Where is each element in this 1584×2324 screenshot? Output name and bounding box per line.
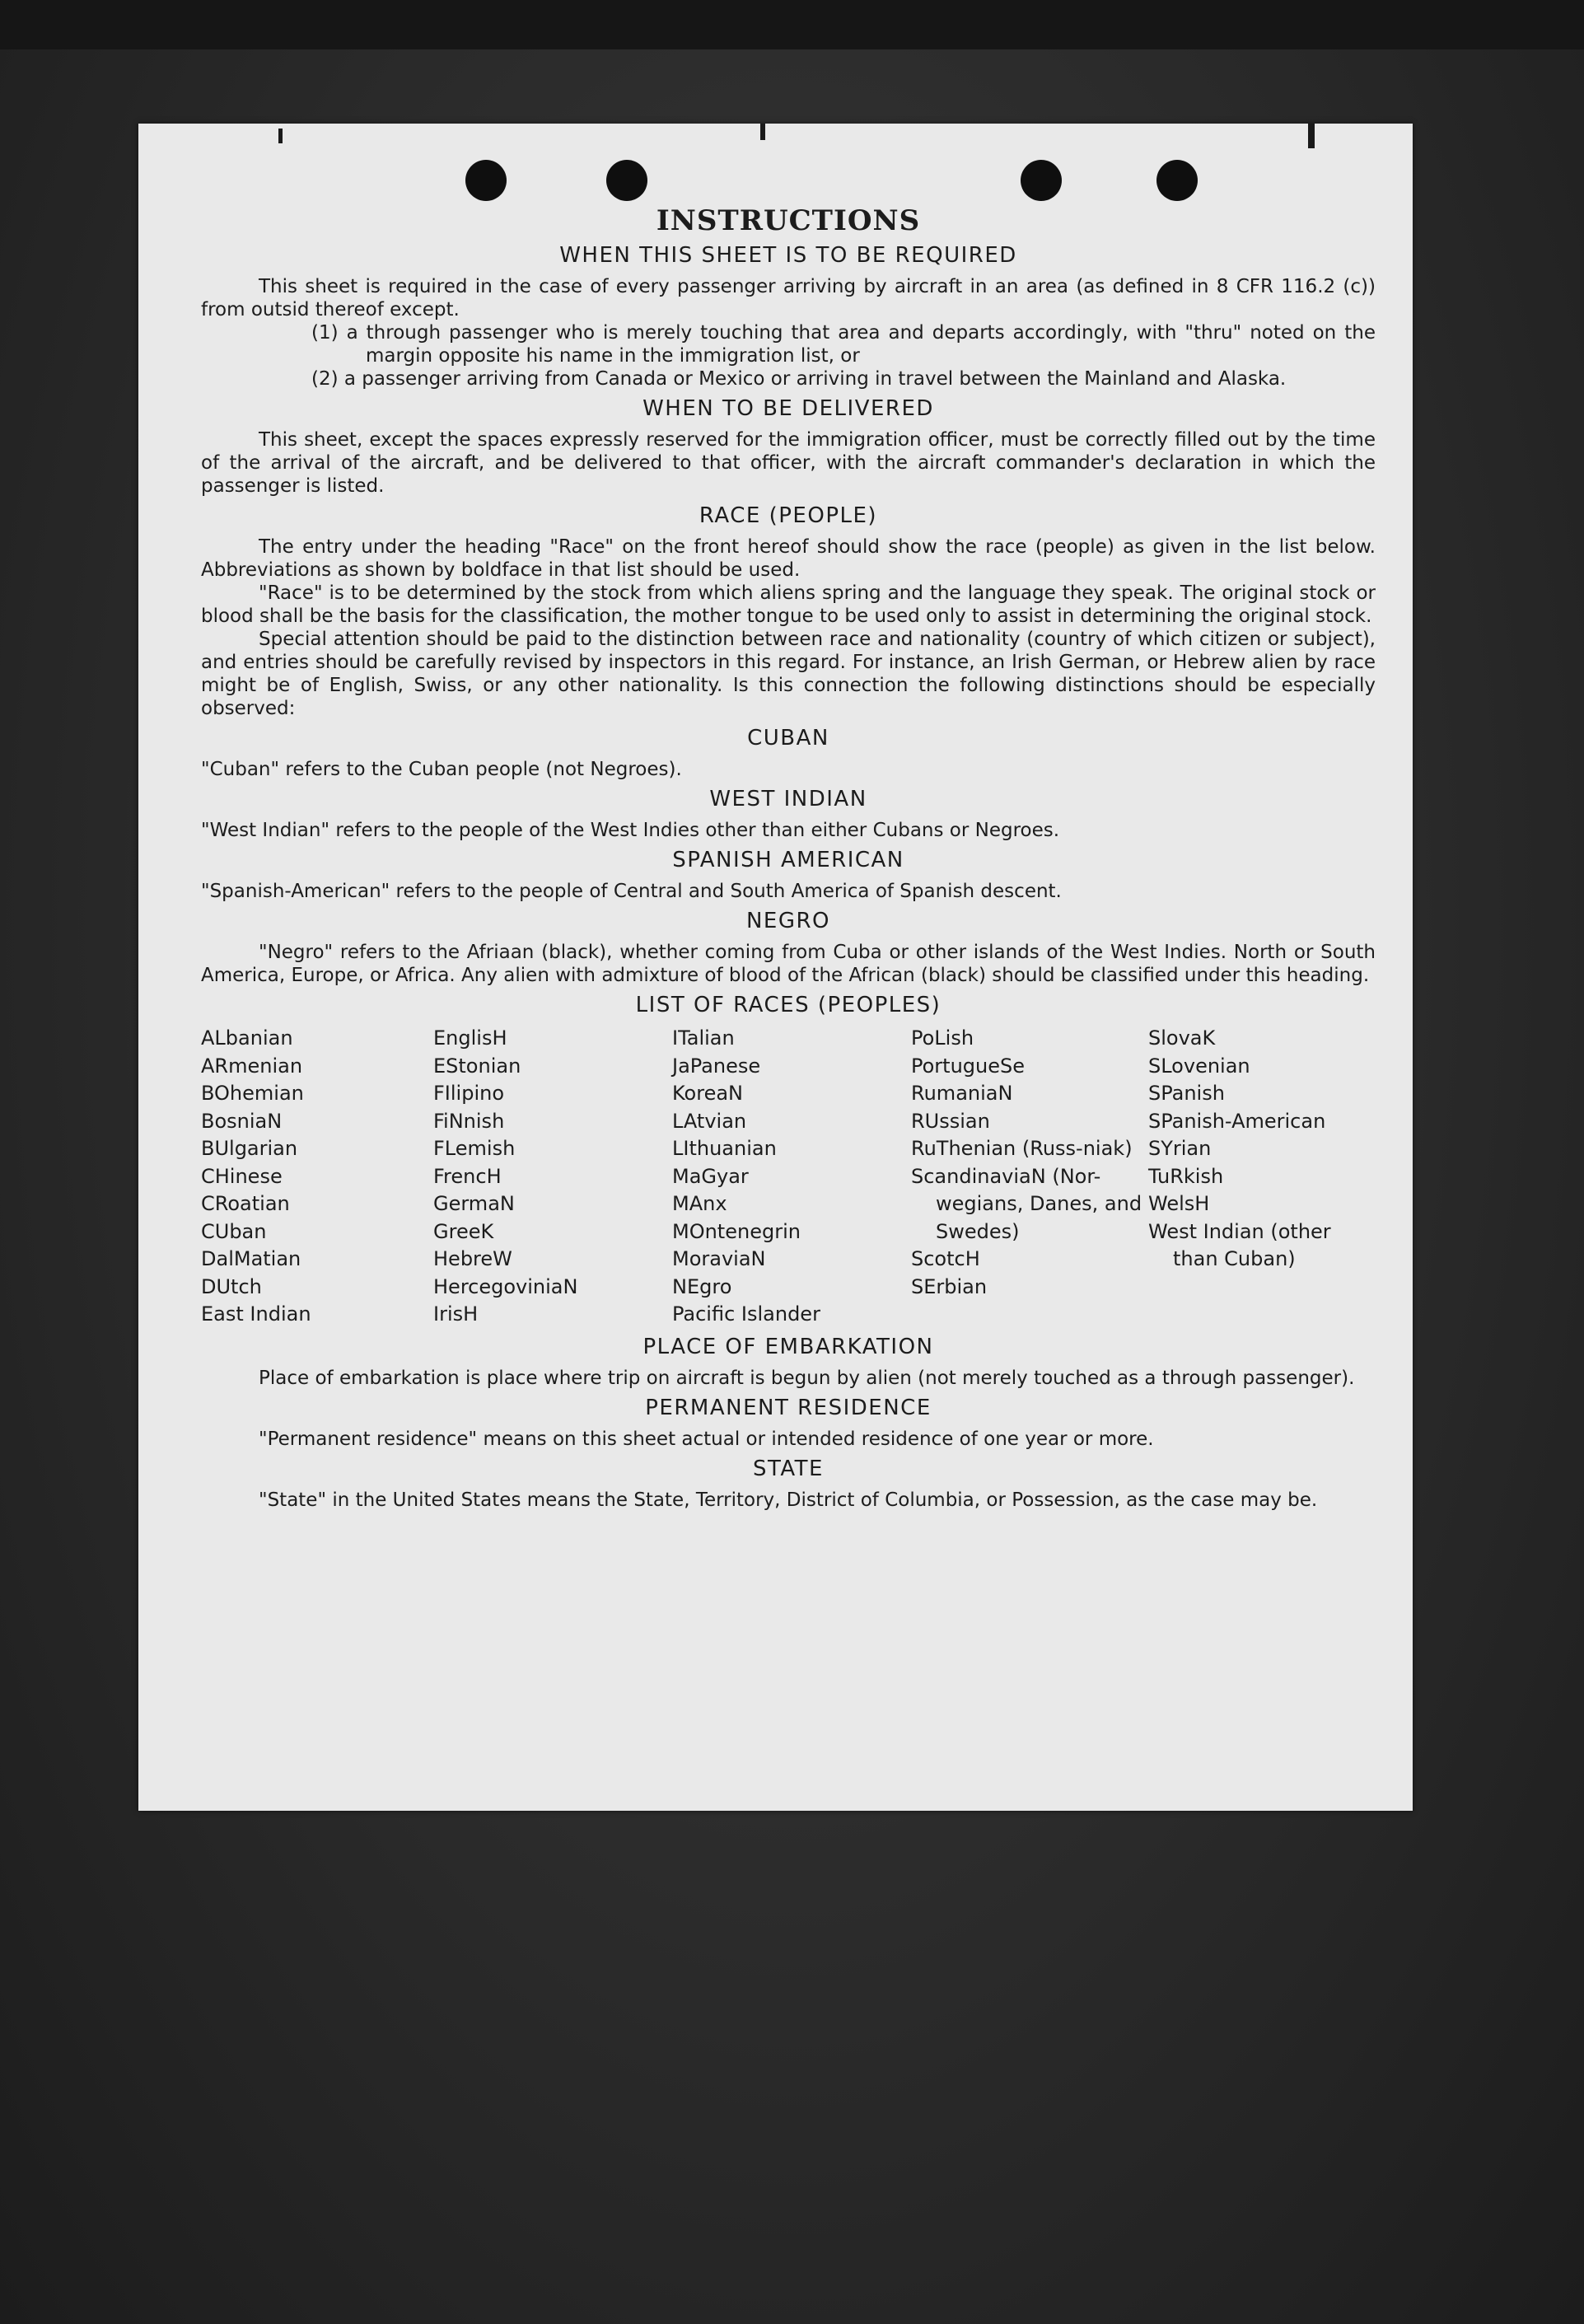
race-item: CRoatian bbox=[201, 1192, 290, 1215]
race-item: RUssian bbox=[911, 1109, 990, 1133]
paragraph: "Permanent residence" means on this sheet actual or intended residence of one year or more. bbox=[259, 1428, 1154, 1450]
paragraph: Special attention should be paid to the distinction between race and nationality (country of which citizen or subject), and entries should be carefully revised by inspectors in this regard. For instance, an Irish German, or Hebrew alien by race might be of English, Swiss, or any other nationality. Is this connection the following distinctions should be especially observed: bbox=[201, 629, 1376, 719]
paragraph: "Spanish-American" refers to the people of Central and South America of Spanish descent. bbox=[201, 881, 1062, 902]
race-item: EStonian bbox=[433, 1054, 521, 1078]
heading-embarkation: PLACE OF EMBARKATION bbox=[642, 1334, 934, 1359]
race-item: SPanish-American bbox=[1148, 1109, 1326, 1133]
page-title: INSTRUCTIONS bbox=[656, 204, 921, 237]
race-item: CUban bbox=[201, 1219, 267, 1243]
list-item: (2) a passenger arriving from Canada or Mexico or arriving in travel between the Mainland and Alaska. bbox=[311, 368, 1287, 390]
scan-speck bbox=[278, 129, 283, 143]
punch-hole bbox=[606, 160, 647, 201]
race-item: RumaniaN bbox=[911, 1082, 1013, 1105]
paragraph: "Cuban" refers to the Cuban people (not Negroes). bbox=[201, 759, 682, 780]
race-item: GermaN bbox=[433, 1192, 515, 1215]
race-item: HebreW bbox=[433, 1247, 512, 1270]
race-item: FiNnish bbox=[433, 1109, 505, 1133]
race-item: SPanish bbox=[1148, 1082, 1225, 1105]
race-item: KoreaN bbox=[672, 1082, 743, 1105]
heading-list-of-races: LIST OF RACES (PEOPLES) bbox=[635, 993, 942, 1017]
scan-speck bbox=[760, 124, 765, 140]
race-item: BOhemian bbox=[201, 1082, 304, 1105]
instructions-body bbox=[201, 204, 1376, 1512]
race-item: BUlgarian bbox=[201, 1137, 298, 1160]
races-column bbox=[201, 1025, 433, 1329]
punch-hole bbox=[1021, 160, 1062, 201]
race-item: LIthuanian bbox=[672, 1137, 777, 1160]
race-item: ALbanian bbox=[201, 1026, 293, 1050]
race-item: SErbian bbox=[911, 1274, 988, 1298]
race-item: IrisH bbox=[433, 1302, 479, 1326]
heading-state: STATE bbox=[753, 1456, 824, 1481]
race-item: BosniaN bbox=[201, 1109, 283, 1133]
race-item: East Indian bbox=[201, 1302, 311, 1326]
race-item: ScandinaviaN (Nor-wegians, Danes, and Swedes) bbox=[911, 1164, 1142, 1243]
race-item: DUtch bbox=[201, 1274, 262, 1298]
races-column bbox=[911, 1025, 1148, 1329]
punch-hole bbox=[1156, 160, 1198, 201]
race-item: WelsH bbox=[1148, 1192, 1210, 1215]
heading-negro: NEGRO bbox=[745, 909, 831, 933]
heading-spanish-american: SPANISH AMERICAN bbox=[672, 848, 904, 872]
races-column bbox=[672, 1025, 911, 1329]
race-item: LAtvian bbox=[672, 1109, 747, 1133]
list-item: (1) a through passenger who is merely touching that area and departs accordingly, with "thru" noted on the margin opposite his name in the immigration list, or bbox=[311, 322, 1376, 367]
races-list bbox=[201, 1025, 1376, 1329]
race-item: ScotcH bbox=[911, 1247, 980, 1270]
paragraph: "Negro" refers to the Afriaan (black), whether coming from Cuba or other islands of the West Indies. North or South America, Europe, or Africa. Any alien with admixture of blood of the African (black) should be classified under this heading. bbox=[201, 942, 1376, 986]
paragraph: The entry under the heading "Race" on the front hereof should show the race (people) as given in the list below. Abbreviations as shown by boldface in that list should be used. bbox=[201, 536, 1376, 581]
race-item: PortugueSe bbox=[911, 1054, 1025, 1078]
punch-hole bbox=[465, 160, 507, 201]
race-item: NEgro bbox=[672, 1274, 732, 1298]
race-item: SYrian bbox=[1148, 1137, 1212, 1160]
race-item: SLovenian bbox=[1148, 1054, 1250, 1078]
races-column bbox=[433, 1025, 672, 1329]
race-item: MOntenegrin bbox=[672, 1219, 801, 1243]
race-item: DalMatian bbox=[201, 1247, 301, 1270]
scan-speck bbox=[1308, 124, 1315, 148]
paragraph: This sheet is required in the case of every passenger arriving by aircraft in an area (as defined in 8 CFR 116.2 (c)) from outsid thereof except. bbox=[201, 276, 1376, 320]
races-column bbox=[1148, 1025, 1376, 1329]
heading-when-delivered: WHEN TO BE DELIVERED bbox=[642, 396, 934, 421]
heading-west-indian: WEST INDIAN bbox=[709, 787, 867, 811]
race-item: ARmenian bbox=[201, 1054, 303, 1078]
paragraph: This sheet, except the spaces expressly reserved for the immigration officer, must be correctly filled out by the time of the arrival of the aircraft, and be delivered to that officer, with the aircraft commander's declaration in which the passenger is listed. bbox=[201, 429, 1376, 497]
race-item: Pacific Islander bbox=[672, 1302, 820, 1326]
race-item: EnglisH bbox=[433, 1026, 507, 1050]
race-item: FLemish bbox=[433, 1137, 516, 1160]
race-item: MoraviaN bbox=[672, 1247, 766, 1270]
race-item: GreeK bbox=[433, 1219, 494, 1243]
race-item: HercegoviniaN bbox=[433, 1274, 578, 1298]
paragraph: "West Indian" refers to the people of the West Indies other than either Cubans or Negroes. bbox=[201, 820, 1060, 841]
scan-border bbox=[0, 0, 1584, 49]
paragraph: "Race" is to be determined by the stock from which aliens spring and the language they speak. The original stock or blood shall be the basis for the classification, the mother tongue to be used only to assist in determining the original stock. bbox=[201, 582, 1376, 627]
race-item: CHinese bbox=[201, 1164, 283, 1188]
race-item: FrencH bbox=[433, 1164, 502, 1188]
race-item: MAnx bbox=[672, 1192, 727, 1215]
heading-cuban: CUBAN bbox=[747, 726, 829, 751]
race-item: FIlipino bbox=[433, 1082, 505, 1105]
paragraph: "State" in the United States means the State, Territory, District of Columbia, or Possession, as the case may be. bbox=[259, 1489, 1318, 1511]
race-item: PoLish bbox=[911, 1026, 974, 1050]
race-item: MaGyar bbox=[672, 1164, 749, 1188]
instruction-sheet bbox=[138, 124, 1413, 1811]
heading-permanent-residence: PERMANENT RESIDENCE bbox=[645, 1395, 932, 1420]
race-item: SlovaK bbox=[1148, 1026, 1216, 1050]
race-item: West Indian (other than Cuban) bbox=[1148, 1219, 1331, 1270]
race-item: TuRkish bbox=[1148, 1164, 1224, 1188]
race-item: JaPanese bbox=[672, 1054, 761, 1078]
heading-when-required: WHEN THIS SHEET IS TO BE REQUIRED bbox=[559, 243, 1017, 268]
race-item: ITalian bbox=[672, 1026, 735, 1050]
race-item: RuThenian (Russ-niak) bbox=[911, 1137, 1133, 1160]
paragraph: Place of embarkation is place where trip on aircraft is begun by alien (not merely touched as a through passenger). bbox=[259, 1367, 1355, 1389]
heading-race: RACE (PEOPLE) bbox=[699, 503, 878, 528]
